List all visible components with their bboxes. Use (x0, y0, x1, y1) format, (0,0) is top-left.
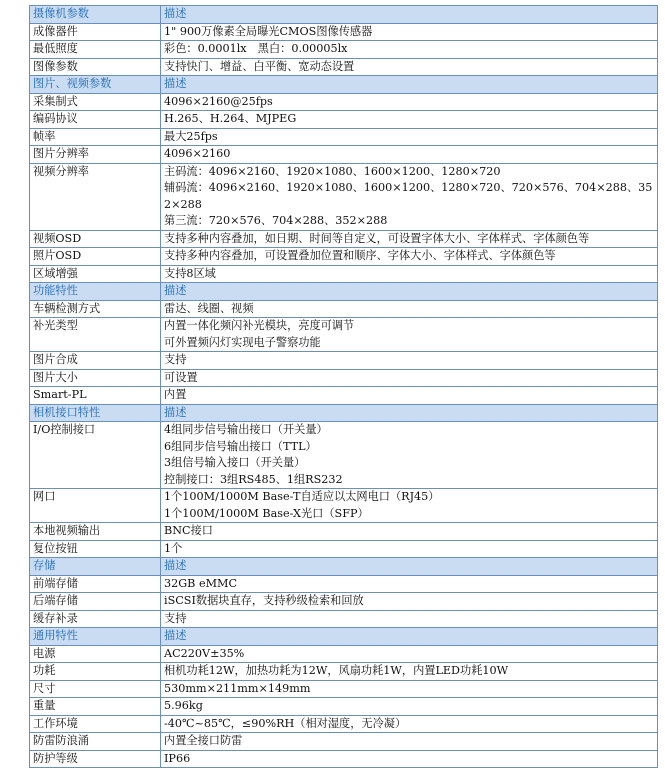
spec-value (161, 265, 658, 283)
spec-row (30, 93, 658, 111)
spec-value-line: 3组信号输入接口（开关量） (164, 456, 306, 469)
spec-value (161, 422, 658, 489)
section-desc-header: 描述 (161, 628, 658, 646)
spec-value-line: 支持 (164, 611, 187, 625)
spec-value-line: 4组同步信号输出接口（开关量） (164, 423, 328, 436)
spec-name: 前端存储 (30, 575, 161, 593)
spec-value (161, 93, 658, 111)
spec-name: 图像参数 (30, 58, 161, 76)
section-title: 功能特性 (30, 283, 161, 301)
spec-name: 图片合成 (30, 352, 161, 370)
spec-name: 车辆检测方式 (30, 300, 161, 318)
spec-table (29, 5, 658, 768)
section-header (30, 558, 658, 576)
section-header (30, 283, 658, 301)
section-desc-header: 描述 (161, 558, 658, 576)
spec-value (161, 41, 658, 59)
spec-value (161, 540, 658, 558)
spec-value-line: 支持多种内容叠加，可设置叠加位置和顺序、字体大小、字体样式、字体颜色等 (164, 249, 556, 262)
spec-row (30, 128, 658, 146)
spec-row (30, 750, 658, 768)
spec-value-line: IP66 (164, 751, 191, 765)
spec-value-line: 支持多种内容叠加，如日期、时间等自定义，可设置字体大小、字体样式、字体颜色等 (164, 231, 590, 245)
spec-value-line: 主码流：4096×2160、1920×1080、1600×1200、1280×720 (164, 164, 501, 178)
spec-value-line: AC220V±35% (164, 646, 245, 660)
spec-value-line: 控制接口：3组RS485、1组RS232 (164, 472, 343, 486)
spec-name: 工作环境 (30, 715, 161, 733)
spec-sheet (29, 5, 653, 768)
spec-value-line: 1" 900万像素全局曝光CMOS图像传感器 (164, 24, 373, 38)
section-desc-header: 描述 (161, 283, 658, 301)
spec-name: 缓存补录 (30, 610, 161, 628)
spec-value-line: H.265、H.264、MJPEG (164, 112, 297, 125)
spec-row (30, 352, 658, 370)
spec-name: 防护等级 (30, 750, 161, 768)
spec-value (161, 300, 658, 318)
spec-value (161, 248, 658, 266)
section-desc-header: 描述 (161, 76, 658, 94)
spec-value-line: 可外置频闪灯实现电子警察功能 (164, 335, 321, 349)
spec-row (30, 146, 658, 164)
section-title: 摄像机参数 (30, 6, 161, 24)
spec-name: 区域增强 (30, 265, 161, 283)
spec-value (161, 128, 658, 146)
section-title: 图片、视频参数 (30, 76, 161, 94)
spec-value (161, 489, 658, 523)
spec-name: 尺寸 (30, 680, 161, 698)
spec-name: I/O控制接口 (30, 422, 161, 489)
spec-value (161, 645, 658, 663)
spec-name: 防雷防浪涌 (30, 733, 161, 751)
spec-name: 复位按钮 (30, 540, 161, 558)
section-title: 通用特性 (30, 628, 161, 646)
spec-value (161, 698, 658, 716)
section-header (30, 76, 658, 94)
spec-value-line: 530mm×211mm×149mm (164, 681, 311, 695)
spec-row (30, 540, 658, 558)
spec-row (30, 318, 658, 352)
spec-row (30, 663, 658, 681)
spec-row (30, 489, 658, 523)
spec-row (30, 680, 658, 698)
spec-row (30, 593, 658, 611)
spec-row (30, 23, 658, 41)
spec-value (161, 663, 658, 681)
spec-row (30, 645, 658, 663)
spec-value-line: 1个100M/1000M Base-T自适应以太网电口（RJ45） (164, 490, 440, 503)
spec-value-line: 32GB eMMC (164, 576, 238, 590)
spec-value-line: 最大25fps (164, 129, 218, 143)
spec-value (161, 387, 658, 405)
spec-value-line: 内置全接口防雷 (164, 734, 243, 747)
spec-name: 图片分辨率 (30, 146, 161, 164)
spec-value-line: 辅码流：4096×2160、1920×1080、1600×1200、1280×720、720×576、704×288、352×288 (164, 181, 653, 211)
spec-value-line: 1个100M/1000M Base-X光口（SFP） (164, 506, 369, 520)
spec-value (161, 593, 658, 611)
spec-value (161, 58, 658, 76)
spec-value (161, 146, 658, 164)
spec-row (30, 575, 658, 593)
spec-name: 照片OSD (30, 248, 161, 266)
spec-value (161, 111, 658, 129)
spec-value (161, 680, 658, 698)
spec-value (161, 318, 658, 352)
spec-name: 图片大小 (30, 369, 161, 387)
spec-value-line: 内置一体化频闪补光模块，亮度可调节 (164, 319, 355, 332)
spec-value-line: 第三流：720×576、704×288、352×288 (164, 214, 388, 227)
spec-value (161, 575, 658, 593)
section-header (30, 6, 658, 24)
section-header (30, 628, 658, 646)
spec-row (30, 58, 658, 76)
spec-row (30, 300, 658, 318)
spec-row (30, 265, 658, 283)
spec-name: 编码协议 (30, 111, 161, 129)
spec-row (30, 698, 658, 716)
spec-row (30, 369, 658, 387)
spec-value (161, 369, 658, 387)
section-desc-header: 描述 (161, 6, 658, 24)
spec-row (30, 230, 658, 248)
spec-row (30, 422, 658, 489)
spec-value (161, 523, 658, 541)
spec-name: 本地视频输出 (30, 523, 161, 541)
spec-name: 网口 (30, 489, 161, 523)
spec-row (30, 41, 658, 59)
spec-name: 电源 (30, 645, 161, 663)
spec-value-line: BNC接口 (164, 524, 213, 537)
spec-value (161, 352, 658, 370)
spec-value-line: 4096×2160@25fps (164, 94, 273, 108)
spec-value (161, 733, 658, 751)
spec-value-line: 支持 (164, 353, 187, 366)
spec-name: 成像器件 (30, 23, 161, 41)
spec-row (30, 610, 658, 628)
spec-row (30, 715, 658, 733)
spec-value (161, 230, 658, 248)
spec-value-line: 支持8区域 (164, 266, 216, 280)
spec-name: Smart-PL (30, 387, 161, 405)
spec-row (30, 248, 658, 266)
spec-name: 视频分辨率 (30, 163, 161, 230)
spec-value (161, 23, 658, 41)
spec-value-line: -40℃~85℃，≤90%RH（相对湿度，无冷凝） (164, 716, 407, 730)
spec-value (161, 163, 658, 230)
spec-row (30, 733, 658, 751)
spec-value-line: 雷达、线圈、视频 (164, 301, 254, 315)
spec-value (161, 610, 658, 628)
spec-row (30, 387, 658, 405)
spec-name: 视频OSD (30, 230, 161, 248)
spec-value-line: 4096×2160 (164, 147, 231, 160)
spec-value-line: 内置 (164, 388, 187, 401)
spec-value-line: 1个 (164, 541, 183, 555)
spec-value-line: iSCSI数据块直存，支持秒级检索和回放 (164, 594, 364, 607)
spec-name: 后端存储 (30, 593, 161, 611)
spec-value-line: 相机功耗12W，加热功耗为12W，风扇功耗1W，内置LED功耗10W (164, 664, 509, 677)
spec-row (30, 111, 658, 129)
spec-name: 最低照度 (30, 41, 161, 59)
section-title: 相机接口特性 (30, 404, 161, 422)
spec-value (161, 750, 658, 768)
spec-value (161, 715, 658, 733)
spec-row (30, 523, 658, 541)
spec-name: 重量 (30, 698, 161, 716)
section-desc-header: 描述 (161, 404, 658, 422)
spec-value-line: 可设置 (164, 370, 198, 384)
spec-value-line: 6组同步信号输出接口（TTL） (164, 439, 317, 453)
spec-name: 补光类型 (30, 318, 161, 352)
section-title: 存储 (30, 558, 161, 576)
spec-value-line: 支持快门、增益、白平衡、宽动态设置 (164, 59, 355, 73)
spec-value-line: 彩色：0.0001lx 黑白：0.00005lx (164, 42, 348, 55)
spec-value-line: 5.96kg (164, 699, 203, 712)
section-header (30, 404, 658, 422)
spec-name: 功耗 (30, 663, 161, 681)
spec-name: 采集制式 (30, 93, 161, 111)
spec-row (30, 163, 658, 230)
spec-name: 帧率 (30, 128, 161, 146)
